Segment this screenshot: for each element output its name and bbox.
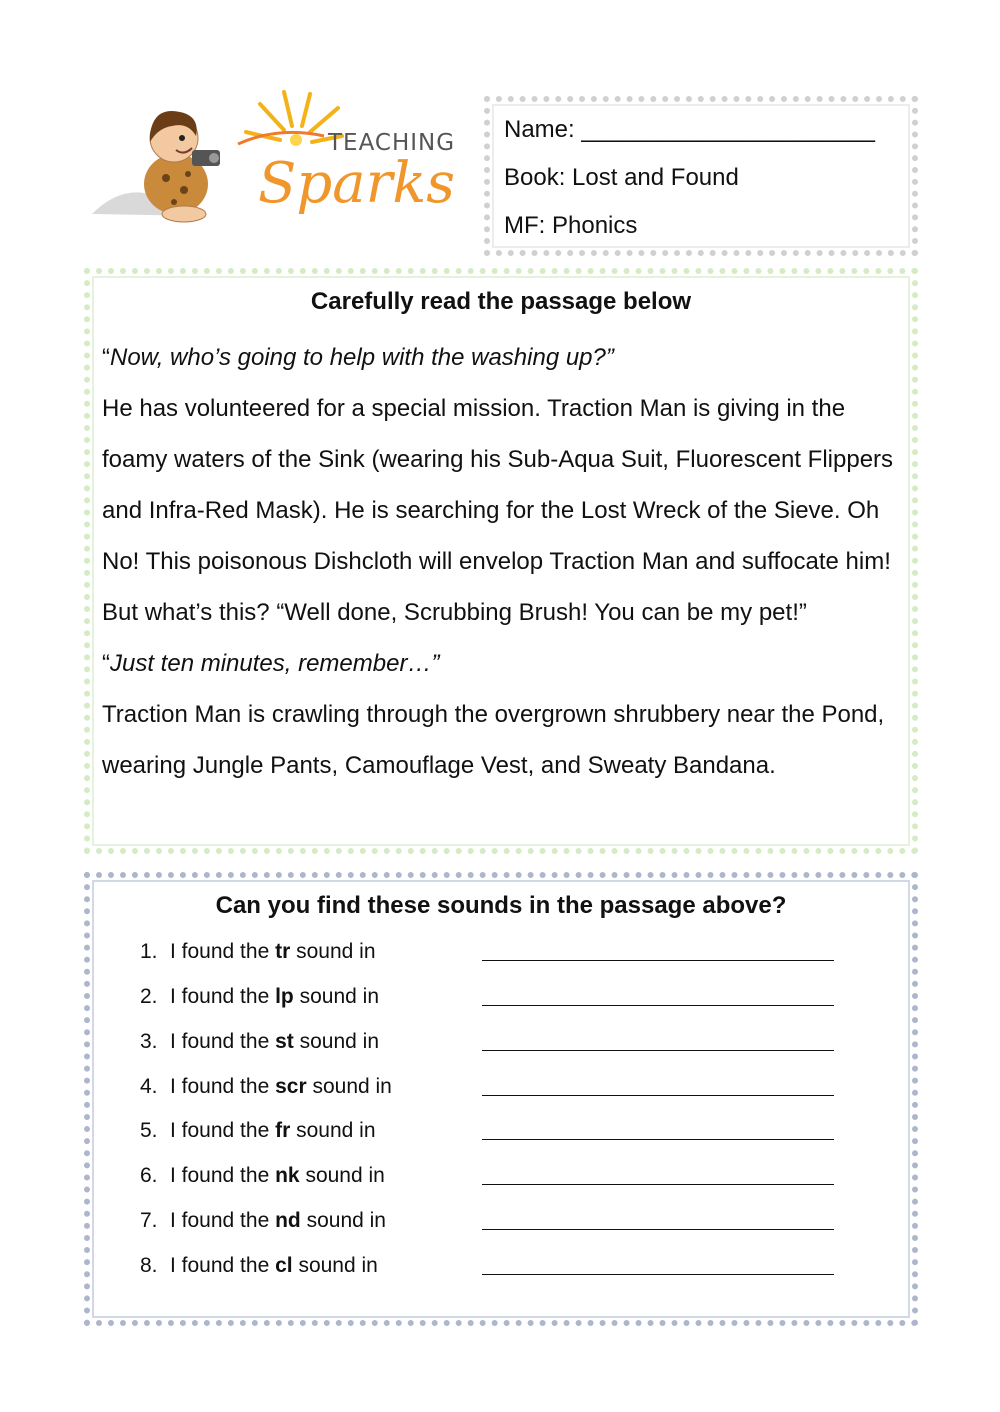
question-text: I found the nk sound in xyxy=(170,1164,385,1187)
answer-line[interactable] xyxy=(482,1139,834,1140)
answer-line[interactable] xyxy=(482,1050,834,1051)
logo-brand-small: TEACHING xyxy=(328,130,456,156)
questions-box xyxy=(84,872,918,1326)
question-text: I found the fr sound in xyxy=(170,1119,376,1142)
question-item xyxy=(90,1164,912,1204)
question-item xyxy=(90,1209,912,1249)
sound-label: lp xyxy=(275,985,294,1008)
quote-1-text: Now, who’s going to help with the washing up?” xyxy=(110,344,614,371)
question-item xyxy=(90,1119,912,1159)
question-number: 8. xyxy=(140,1254,158,1277)
sound-label: nk xyxy=(275,1164,300,1187)
answer-line[interactable] xyxy=(482,1184,834,1185)
student-info-box xyxy=(484,96,918,256)
teaching-sparks-logo xyxy=(88,86,472,236)
sound-label: st xyxy=(275,1030,294,1053)
passage-quote-2: “Just ten minutes, remember…” xyxy=(102,650,440,677)
mf-label: MF: Phonics xyxy=(504,212,638,239)
sound-label: cl xyxy=(275,1254,293,1277)
question-number: 7. xyxy=(140,1209,158,1232)
question-number: 2. xyxy=(140,985,158,1008)
passage-box xyxy=(84,268,918,854)
passage-paragraph-2: Traction Man is crawling through the overgrown shrubbery near the Pond, wearing Jungle Pants, Camouflage Vest, and Sweaty Bandana. xyxy=(102,701,885,779)
sound-label: tr xyxy=(275,940,291,963)
passage-body xyxy=(102,332,900,791)
question-item xyxy=(90,1075,912,1115)
sound-label: fr xyxy=(275,1119,291,1142)
question-number: 3. xyxy=(140,1030,158,1053)
question-item xyxy=(90,940,912,980)
answer-line[interactable] xyxy=(482,960,834,961)
answer-line[interactable] xyxy=(482,1229,834,1230)
question-item xyxy=(90,1254,912,1294)
question-text: I found the scr sound in xyxy=(170,1075,392,1098)
question-number: 6. xyxy=(140,1164,158,1187)
question-text: I found the lp sound in xyxy=(170,985,380,1008)
name-field[interactable]: Name: ______________________ xyxy=(504,116,876,143)
passage-title: Carefully read the passage below xyxy=(310,288,692,315)
quote-2-text: Just ten minutes, remember…” xyxy=(110,650,440,677)
question-number: 5. xyxy=(140,1119,158,1142)
question-number: 1. xyxy=(140,940,158,963)
questions-title: Can you find these sounds in the passage above? xyxy=(215,892,787,919)
question-item xyxy=(90,1030,912,1070)
question-text: I found the st sound in xyxy=(170,1030,380,1053)
question-number: 4. xyxy=(140,1075,158,1098)
answer-line[interactable] xyxy=(482,1274,834,1275)
question-item xyxy=(90,985,912,1025)
passage-paragraph-1: He has volunteered for a special mission. Traction Man is giving in the foamy waters of the Sink (wearing his Sub-Aqua Suit, Fluorescent Flippers and Infra-Red Mask). He is searching for the Lost Wreck of the Sieve. Oh No! This poisonous Dishcloth will envelop Traction Man and suffocate him! But what’s this? “Well done, Scrubbing Brush! You can be my pet!” xyxy=(102,395,894,626)
sound-label: nd xyxy=(275,1209,301,1232)
question-text: I found the nd sound in xyxy=(170,1209,386,1232)
book-label: Book: Lost and Found xyxy=(504,164,739,191)
sound-label: scr xyxy=(275,1075,307,1098)
answer-line[interactable] xyxy=(482,1095,834,1096)
logo-brand-large: Sparks xyxy=(258,151,456,216)
answer-line[interactable] xyxy=(482,1005,834,1006)
passage-quote-1: “Now, who’s going to help with the washing up?” xyxy=(102,344,614,371)
question-text: I found the tr sound in xyxy=(170,940,376,963)
question-text: I found the cl sound in xyxy=(170,1254,378,1277)
